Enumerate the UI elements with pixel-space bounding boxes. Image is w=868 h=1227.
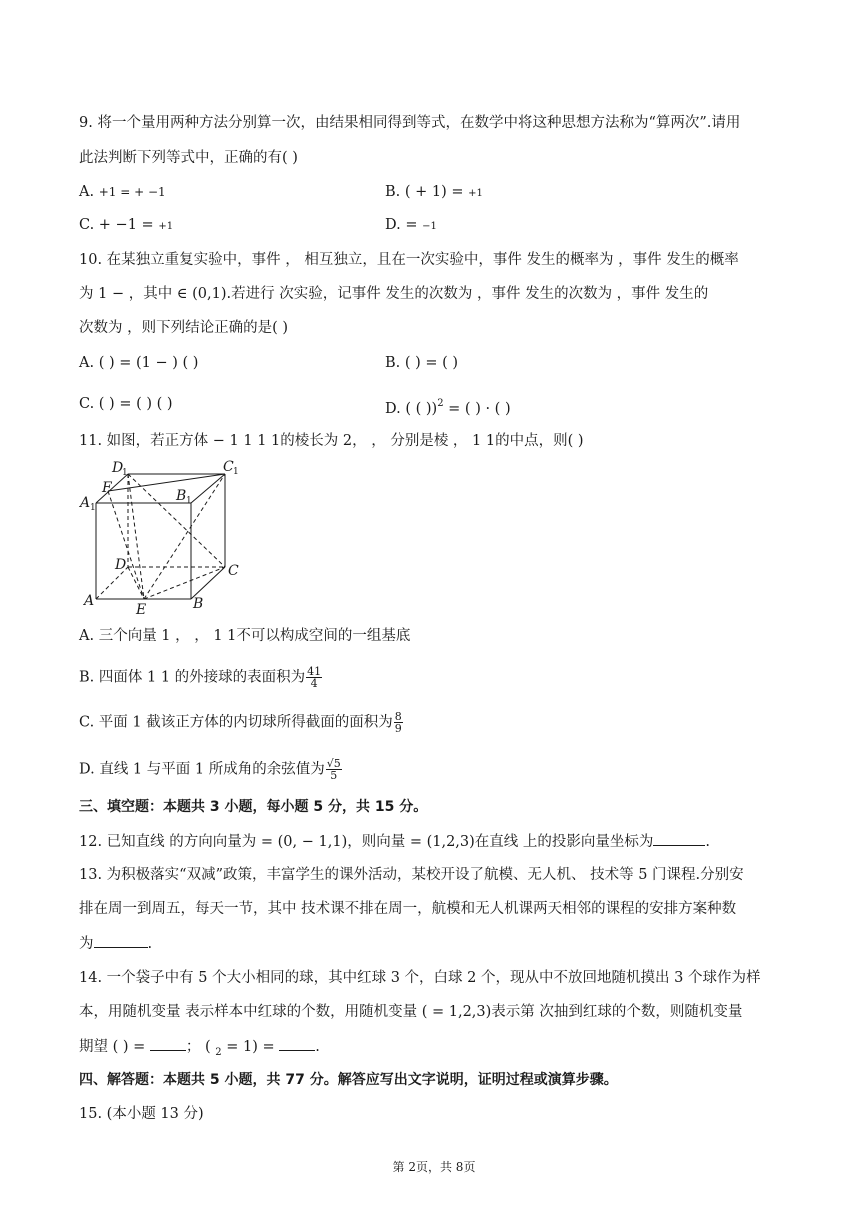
q11-option-c-numerator: 8 xyxy=(394,710,402,723)
label-a1-sub: 1 xyxy=(90,503,96,513)
q14-line3-mid: ； ( xyxy=(185,1039,216,1055)
label-c1-sub: 1 xyxy=(233,467,239,477)
q9-option-a-label: A. xyxy=(79,184,95,200)
q13-line2: 排在周一到周五，每天一节，其中 技术课不排在周一，航模和无人机课两天相邻的课程的安排方案种数 xyxy=(79,901,737,917)
q10-option-d-tail: = ( ) · ( ) xyxy=(443,401,511,417)
q11-option-c-fraction xyxy=(394,711,403,734)
q11-option-c xyxy=(79,711,404,734)
label-f: F xyxy=(102,480,112,496)
label-d1-sub: 1 xyxy=(122,468,128,478)
cube-figure xyxy=(78,455,243,615)
label-e: E xyxy=(136,602,147,615)
q14-line2: 本，用随机变量 表示样本中红球的个数，用随机变量 ( = 1,2,3)表示第 次抽到红球的个数，则随机变量 xyxy=(79,1004,743,1020)
cube-solid-edges xyxy=(96,474,225,599)
q11-option-d xyxy=(79,758,343,781)
q9-stem-line2: 此法判断下列等式中，正确的有( ) xyxy=(79,150,298,166)
label-a1: A xyxy=(80,495,91,511)
q14-answer-blank-2[interactable] xyxy=(279,1036,315,1051)
cube-hidden-edges xyxy=(96,474,225,599)
q9-option-a-expr: +1 = + −1 xyxy=(98,185,166,199)
label-d: D xyxy=(115,557,127,573)
q9-option-a xyxy=(79,182,166,202)
section-3-heading: 三、填空题：本题共 3 小题，每小题 5 分，共 15 分。 xyxy=(79,799,428,815)
q11-option-c-denominator: 9 xyxy=(394,722,402,735)
q9-option-c xyxy=(79,215,173,237)
q15-heading: 15. (本小题 13 分) xyxy=(79,1106,204,1122)
q11-option-b-fraction xyxy=(306,666,322,689)
section-4-heading: 四、解答题：本题共 5 小题，共 77 分。解答应写出文字说明，证明过程或演算步骤。 xyxy=(79,1072,618,1088)
q11-option-b-denominator: 4 xyxy=(310,677,318,690)
q10-option-d-base: D. ( ( )) xyxy=(385,401,438,417)
q11-option-d-fraction xyxy=(326,758,342,781)
q14-line1: 14. 一个袋子中有 5 个大小相同的球，其中红球 3 个，白球 2 个，现从中不放回地随机摸出 3 个球作为样 xyxy=(79,970,761,986)
q11-option-d-text: D. 直线 1 与平面 1 所成角的余弦值为 xyxy=(79,761,325,778)
q10-stem-line3: 次数为 ，则下列结论正确的是( ) xyxy=(79,320,289,336)
q9-option-c-label: C. + −1 = xyxy=(79,217,154,233)
q14-line3-tail: = 1) = xyxy=(221,1039,275,1055)
q14-answer-blank-1[interactable] xyxy=(150,1036,186,1051)
q9-option-b-label: B. ( + 1) = xyxy=(385,184,464,200)
q9-option-b-expr: +1 xyxy=(468,188,483,199)
q10-option-a: A. ( ) = (1 − ) ( ) xyxy=(79,355,199,371)
label-a: A xyxy=(84,593,95,609)
q11-option-a: A. 三个向量 1 ， ， 1 1不可以构成空间的一组基底 xyxy=(79,628,411,644)
q12-stem: 12. 已知直线 的方向向量为 = (0, − 1,1)，则向量 = (1,2,3)在直线 上的投影向量坐标为 . xyxy=(79,831,710,852)
q9-stem-line1: 9. 将一个量用两种方法分别算一次，由结果相同得到等式，在数学中将这种思想方法称为“算两次”.请用 xyxy=(79,115,741,131)
label-b1-sub: 1 xyxy=(186,496,192,506)
q9-option-b xyxy=(385,182,483,204)
q12-answer-blank[interactable] xyxy=(653,831,705,846)
q11-stem: 11. 如图，若正方体 − 1 1 1 1的棱长为 2， ， 分别是棱 ， 1 1的中点，则( ) xyxy=(79,433,584,449)
q11-option-b xyxy=(79,666,323,689)
q9-option-c-expr: +1 xyxy=(158,221,174,232)
label-b1: B xyxy=(176,488,187,504)
q10-stem-line2: 为 1 − ，其中 ∈ (0,1).若进行 次实验，记事件 发生的次数为 ，事件 发生的次数为 ，事件 发生的 xyxy=(79,286,709,302)
q10-stem-line1: 10. 在某独立重复实验中，事件 ， 相互独立，且在一次实验中，事件 发生的概率为 ，事件 发生的概率 xyxy=(79,252,739,268)
q11-option-c-text: C. 平面 1 截该正方体的内切球所得截面的面积为 xyxy=(79,714,393,731)
q10-option-d xyxy=(385,394,511,419)
q11-option-b-text: B. 四面体 1 1 的外接球的表面积为 xyxy=(79,669,306,686)
q12-text: 12. 已知直线 的方向向量为 = (0, − 1,1)，则向量 = (1,2,3)在直线 上的投影向量坐标为 xyxy=(79,834,654,850)
q14-line3-subscript: 2 xyxy=(215,1047,222,1058)
q10-option-d-exponent: 2 xyxy=(437,398,444,409)
q9-option-d xyxy=(385,215,437,237)
q13-line3-text: 为 xyxy=(79,936,94,952)
q14-line3: 期望 ( ) = ； ( $_2$ = 1) = . xyxy=(79,1036,320,1063)
q9-option-d-expr: −1 xyxy=(422,221,437,232)
q13-answer-blank[interactable] xyxy=(94,933,148,948)
q11-option-b-numerator: 41 xyxy=(307,665,322,678)
q14-line3-text: 期望 ( ) = xyxy=(79,1039,146,1055)
q9-option-d-label: D. = xyxy=(385,217,418,233)
q10-option-c: C. ( ) = ( ) ( ) xyxy=(79,396,173,412)
q10-option-b: B. ( ) = ( ) xyxy=(385,355,459,371)
page-footer: 第 2页，共 8页 xyxy=(392,1160,476,1174)
q13-line1: 13. 为积极落实“双减”政策，丰富学生的课外活动，某校开设了航模、无人机、 技术等 5 门课程.分别安 xyxy=(79,867,744,883)
label-d1: D xyxy=(112,460,124,476)
q11-option-d-numerator: √5 xyxy=(326,757,341,770)
label-c1: C xyxy=(223,459,234,475)
q11-option-d-denominator: 5 xyxy=(330,769,338,782)
label-c: C xyxy=(228,563,239,579)
q13-line3: 为 . xyxy=(79,933,152,954)
label-b: B xyxy=(193,596,204,612)
